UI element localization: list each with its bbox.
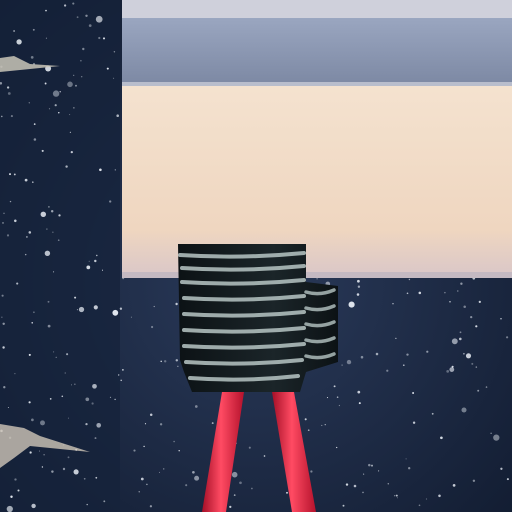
star [460,331,462,333]
star [49,108,50,109]
star [71,151,73,153]
star [396,495,398,497]
star [432,413,434,415]
star [58,214,60,216]
star [14,373,15,374]
star [500,468,502,470]
star [463,353,465,355]
star [95,477,97,479]
star [486,386,488,388]
star [406,458,407,459]
star [29,102,30,103]
star [327,397,328,398]
star [163,468,165,470]
star [305,418,307,420]
star [64,4,66,6]
star [337,396,339,398]
star [178,450,179,451]
star [397,497,398,498]
star [185,484,187,486]
star [354,485,357,488]
star [403,364,405,366]
star [45,251,50,256]
star [357,293,360,296]
star [3,386,5,388]
star [476,366,477,367]
star [66,353,68,355]
star [471,363,473,365]
star [358,286,360,288]
star [449,367,454,372]
star [82,48,84,50]
star [362,492,364,494]
star [89,24,92,27]
star [59,91,60,92]
star [409,279,410,280]
star [490,433,491,434]
star [7,506,13,512]
star [113,78,114,79]
star [133,450,135,452]
star [371,465,373,467]
star [86,266,90,270]
star [32,181,34,183]
star [239,481,242,484]
star [103,500,105,502]
star [426,351,428,353]
star [154,306,155,307]
star [48,301,50,303]
star [143,446,144,447]
star [164,360,166,362]
star [34,123,36,125]
star [452,338,458,344]
star [419,504,421,506]
star [368,464,371,467]
star [16,39,21,44]
star [466,353,471,358]
star [95,437,97,439]
star [347,360,351,364]
star [98,37,100,39]
star [110,397,111,398]
star [1,116,3,118]
star [46,38,47,39]
star [2,323,4,325]
star [58,112,59,113]
star [316,278,318,280]
star [85,423,87,425]
star [45,83,47,85]
star [72,3,74,5]
star [120,308,122,310]
star [16,283,18,285]
star [52,232,53,233]
star [176,359,178,361]
star [463,306,466,309]
star [8,92,11,95]
star [477,390,479,392]
star [1,317,2,318]
star [41,212,46,217]
star [86,504,87,505]
star [343,505,345,507]
star [109,200,111,202]
star [159,472,160,473]
star [114,51,115,52]
star [73,75,74,76]
star [232,472,238,478]
star [34,138,37,141]
star [65,165,67,167]
star [406,353,408,355]
star [460,283,462,285]
star [68,418,69,419]
star [69,114,70,115]
star [63,468,65,470]
star [103,37,105,39]
star [31,419,34,422]
star [84,478,86,480]
star [378,470,379,471]
star [115,169,116,170]
star [394,495,395,496]
star [336,447,337,448]
star [29,401,31,403]
star [65,372,66,373]
star [234,494,236,496]
star [139,491,140,492]
star [8,407,9,408]
star [39,451,40,452]
star [31,504,35,508]
star [175,303,177,305]
star [48,325,51,328]
star [438,495,441,498]
star [45,10,47,12]
star [33,29,35,31]
star [357,280,360,283]
star [346,483,348,485]
star [334,385,336,387]
star [376,353,379,356]
star [56,357,57,358]
star [506,336,508,338]
star [461,407,466,412]
star [493,434,499,440]
star [107,68,109,70]
star [14,173,16,175]
star [80,60,82,62]
star [264,455,266,457]
star [77,16,79,18]
star [407,292,409,294]
star [89,261,90,262]
star [33,311,35,313]
star [74,384,75,385]
star [10,201,11,202]
star [150,413,153,416]
star [361,356,364,359]
star [395,338,396,339]
star [386,370,388,372]
star [43,454,44,455]
star [50,398,52,400]
star [48,206,50,208]
star [479,301,481,303]
star [339,405,340,406]
star [51,210,53,212]
star [13,30,15,32]
star [7,234,9,236]
star [94,305,98,309]
star [46,229,47,230]
star [150,505,152,507]
star [81,76,82,77]
star [29,451,31,453]
star [42,150,44,152]
star [55,104,57,106]
star [9,173,11,175]
star [310,470,312,472]
star [475,325,477,327]
star [31,56,34,59]
star [212,422,214,424]
star [85,397,89,401]
star [192,471,195,474]
star [10,496,12,498]
star [68,456,70,458]
star [96,423,101,428]
star [99,168,102,171]
star [195,405,198,408]
star [92,384,97,389]
star [325,424,326,425]
star [446,370,449,373]
star [94,260,96,262]
star [122,369,124,371]
star [440,436,443,439]
star [29,231,32,234]
star [413,422,415,424]
star [388,483,389,484]
star [357,391,360,394]
star [96,255,97,256]
star [53,351,54,352]
star [321,425,322,426]
star [470,316,472,318]
star [112,310,118,316]
star [459,338,462,341]
star [131,317,132,318]
star [74,297,76,299]
star [359,402,361,404]
star [92,402,94,404]
star [412,392,414,394]
star [79,307,84,312]
star [452,366,454,368]
star [42,466,43,467]
star [26,236,28,238]
star [14,478,16,480]
star [40,420,45,425]
star [31,322,33,324]
star [25,254,26,255]
star [160,361,161,362]
star [449,301,451,303]
star [58,239,60,241]
star [74,469,79,474]
star [408,467,410,469]
star [70,132,71,133]
star [194,476,199,481]
star [29,354,31,356]
star [251,488,253,490]
star [85,15,87,17]
star [308,429,310,431]
star [249,447,251,449]
star [114,399,115,400]
star [141,478,144,481]
star [75,85,77,87]
star [2,346,4,348]
star [444,292,446,294]
star [146,484,148,486]
star [2,295,4,297]
star [96,16,103,23]
sky-panel [122,0,512,278]
star [2,222,4,224]
star [77,309,78,310]
panel-band [122,18,512,86]
star [173,441,175,443]
star [507,478,509,480]
star [14,220,17,223]
star [61,395,63,397]
star [151,326,153,328]
star [177,366,178,367]
star [73,107,74,108]
star [349,302,355,308]
star [102,270,103,271]
star [118,374,119,375]
star [145,423,146,424]
star [160,423,162,425]
star [53,90,59,96]
star [419,292,422,295]
star [7,86,9,88]
star [116,114,119,117]
star [11,115,13,117]
star [286,492,288,494]
star [363,474,364,475]
star [453,484,456,487]
star [17,489,19,491]
star [426,498,427,499]
star [3,213,4,214]
star [341,364,342,365]
star [457,290,458,291]
star [473,480,475,482]
star [229,506,231,508]
star [51,470,53,472]
star [71,384,72,385]
star [25,179,28,182]
star [67,82,73,88]
panel-band-line [122,82,512,86]
star [500,318,501,319]
star [120,380,121,381]
star [392,303,393,304]
star [53,271,54,272]
